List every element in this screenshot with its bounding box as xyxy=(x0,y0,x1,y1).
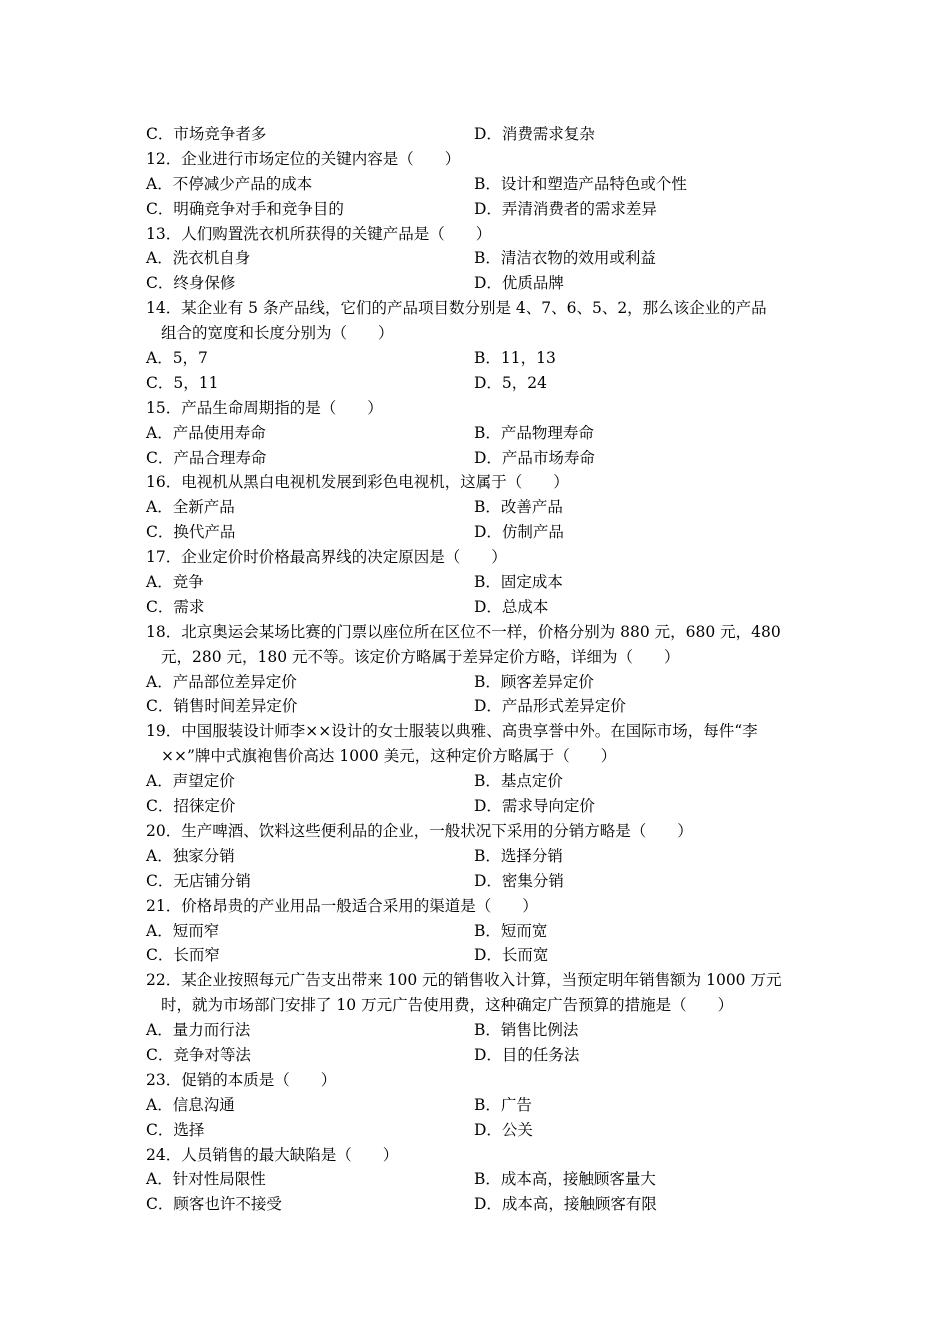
option-right: B．短而宽 xyxy=(474,921,548,940)
option-right: B．成本高，接触顾客量大 xyxy=(474,1170,656,1189)
option-right: D．成本高，接触顾客有限 xyxy=(474,1195,657,1214)
option-right: B．改善产品 xyxy=(474,498,563,517)
question-text: 20．生产啤酒、饮料这些便利品的企业，一般状况下采用的分销方略是（ ） xyxy=(146,821,693,840)
question-text: 18．北京奥运会某场比赛的门票以座位所在区位不一样，价格分别为 880 元，680 元，480 xyxy=(146,622,781,641)
options-row xyxy=(0,694,950,719)
option-left: C．需求 xyxy=(146,597,205,616)
question-text: 17．企业定价时价格最高界线的决定原因是（ ） xyxy=(146,548,507,567)
option-right: D．总成本 xyxy=(474,597,549,616)
option-right: D．长而宽 xyxy=(474,946,549,965)
option-left: C．销售时间差异定价 xyxy=(146,697,298,716)
option-left: A．量力而行法 xyxy=(146,1021,251,1040)
question-text: 16．电视机从黑白电视机发展到彩色电视机，这属于（ ） xyxy=(146,473,569,492)
question-text: 12．企业进行市场定位的关键内容是（ ） xyxy=(146,149,461,168)
option-right: D．需求导向定价 xyxy=(474,797,595,816)
option-right: B．选择分销 xyxy=(474,846,563,865)
option-left: C．长而窄 xyxy=(146,946,220,965)
option-right: B．11，13 xyxy=(474,349,556,368)
options-row xyxy=(0,122,950,147)
options-row xyxy=(0,1018,950,1043)
option-left: C．明确竞争对手和竞争目的 xyxy=(146,199,344,218)
question-text: 13．人们购置洗衣机所获得的关键产品是（ ） xyxy=(146,224,492,243)
question-text: 19．中国服装设计师李××设计的女士服装以典雅、高贵享誉中外。在国际市场，每件“李 xyxy=(146,722,758,741)
option-left: C．无店铺分销 xyxy=(146,871,251,890)
option-right: D．优质品牌 xyxy=(474,274,564,293)
options-row xyxy=(0,943,950,968)
option-left: A．短而窄 xyxy=(146,921,220,940)
option-left: A．独家分销 xyxy=(146,846,235,865)
options-row xyxy=(0,421,950,446)
option-left: A．全新产品 xyxy=(146,498,235,517)
option-right: D．仿制产品 xyxy=(474,523,564,542)
option-right: D．5，24 xyxy=(474,373,548,392)
question-continuation: ××”牌中式旗袍售价高达 1000 美元，这种定价方略属于（ ） xyxy=(161,747,617,766)
option-right: D．产品市场寿命 xyxy=(474,448,595,467)
option-left: A．产品使用寿命 xyxy=(146,423,266,442)
option-right: D．密集分销 xyxy=(474,871,564,890)
options-row xyxy=(0,371,950,396)
option-left: A．竞争 xyxy=(146,573,204,592)
option-left: C．招徕定价 xyxy=(146,797,236,816)
option-left: C．市场竞争者多 xyxy=(146,125,267,143)
option-left: A．声望定价 xyxy=(146,772,235,791)
options-row xyxy=(0,1043,950,1068)
options-row xyxy=(0,869,950,894)
option-left: C．选择 xyxy=(146,1120,205,1139)
options-row xyxy=(0,1167,950,1192)
option-left: A．5，7 xyxy=(146,349,208,368)
option-right: B．固定成本 xyxy=(474,573,563,592)
options-row xyxy=(0,595,950,620)
option-left: A．洗衣机自身 xyxy=(146,249,251,268)
options-row xyxy=(0,769,950,794)
options-row xyxy=(0,670,950,695)
options-row xyxy=(0,1118,950,1143)
question-text: 23．促销的本质是（ ） xyxy=(146,1070,337,1089)
option-right: B．清洁衣物的效用或利益 xyxy=(474,249,656,268)
question-text: 21．价格昂贵的产业用品一般适合采用的渠道是（ ） xyxy=(146,896,538,915)
options-row xyxy=(0,844,950,869)
option-left: C．顾客也许不接受 xyxy=(146,1195,282,1214)
options-row xyxy=(0,495,950,520)
option-left: C．竞争对等法 xyxy=(146,1045,251,1064)
option-left: A．产品部位差异定价 xyxy=(146,672,297,691)
options-row xyxy=(0,520,950,545)
options-row xyxy=(0,794,950,819)
option-left: C．5，11 xyxy=(146,373,219,392)
options-row xyxy=(0,246,950,271)
option-right: D．产品形式差异定价 xyxy=(474,697,626,716)
question-text: 14．某企业有 5 条产品线，它们的产品项目数分别是 4、7、6、5、2，那么该企业的产品 xyxy=(146,299,767,318)
option-right: B．销售比例法 xyxy=(474,1021,579,1040)
option-right: B．广告 xyxy=(474,1095,532,1114)
option-right: D．公关 xyxy=(474,1120,533,1139)
options-row xyxy=(0,172,950,197)
option-right: B．产品物理寿命 xyxy=(474,423,594,442)
options-row xyxy=(0,570,950,595)
option-left: C．终身保修 xyxy=(146,274,236,293)
question-continuation: 时，就为市场部门安排了 10 万元广告使用费，这种确定广告预算的措施是（ ） xyxy=(161,996,734,1015)
question-text: 24．人员销售的最大缺陷是（ ） xyxy=(146,1145,399,1164)
options-row xyxy=(0,1093,950,1118)
question-text: 15．产品生命周期指的是（ ） xyxy=(146,398,383,417)
question-continuation: 元，280 元，180 元不等。该定价方略属于差异定价方略，详细为（ ） xyxy=(161,647,680,666)
document-page xyxy=(0,122,950,1217)
options-row xyxy=(0,197,950,222)
option-left: A．针对性局限性 xyxy=(146,1170,266,1189)
option-right: D．目的任务法 xyxy=(474,1045,580,1064)
option-right: B．顾客差异定价 xyxy=(474,672,594,691)
option-left: C．换代产品 xyxy=(146,523,236,542)
options-row xyxy=(0,271,950,296)
options-row xyxy=(0,446,950,471)
option-left: A．不停减少产品的成本 xyxy=(146,174,313,193)
option-right: B．设计和塑造产品特色或个性 xyxy=(474,174,687,193)
option-left: A．信息沟通 xyxy=(146,1095,235,1114)
option-right: D．弄清消费者的需求差异 xyxy=(474,199,657,218)
option-left: C．产品合理寿命 xyxy=(146,448,267,467)
options-row xyxy=(0,1192,950,1217)
question-continuation: 组合的宽度和长度分别为（ ） xyxy=(161,324,394,343)
option-right: D．消费需求复杂 xyxy=(474,125,595,143)
option-right: B．基点定价 xyxy=(474,772,563,791)
options-row xyxy=(0,346,950,371)
question-text: 22．某企业按照每元广告支出带来 100 元的销售收入计算，当预定明年销售额为 1000 万元 xyxy=(146,971,782,990)
options-row xyxy=(0,919,950,944)
